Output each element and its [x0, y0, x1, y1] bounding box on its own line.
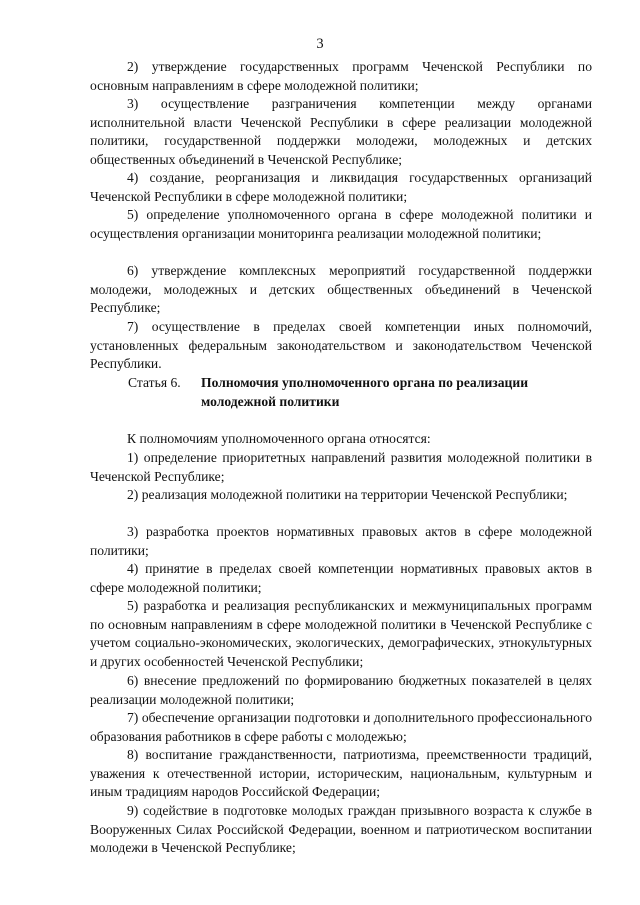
list-item: 6) внесение предложений по формированию бюджетных показателей в целях реализации молодежной политики; [90, 673, 592, 707]
list-item: 4) создание, реорганизация и ликвидация государственных организаций Чеченской Республики в сфере молодежной политики; [90, 170, 592, 204]
article-heading [128, 374, 592, 411]
list-item: 5) разработка и реализация республиканских и межмуниципальных программ по основным направлениям в сфере молодежной политики в Чеченской Республике с учетом социально-экономических, экологических, демографических, этнокультурных и других особенностей Чеченской Республики; [90, 598, 592, 669]
list-item: 2) утверждение государственных программ Чеченской Республики по основным направлениям в сфере молодежной политики; [90, 59, 592, 93]
list-item: 6) утверждение комплексных мероприятий государственной поддержки молодежи, молодежных и детских общественных объединений в Чеченской Республике; [90, 263, 592, 316]
list-item: 2) реализация молодежной политики на территории Чеченской Республики; [127, 487, 568, 502]
list-item: 1) определение приоритетных направлений развития молодежной политики в Чеченской Республике; [90, 450, 592, 484]
list-item: 7) обеспечение организации подготовки и дополнительного профессионального образования работников в сфере работы с молодежью; [90, 710, 592, 744]
page-number: 3 [316, 36, 324, 52]
article-title-continued: молодежной политики [201, 393, 340, 409]
article-title: Полномочия уполномоченного органа по реализации [201, 375, 529, 390]
intro-text: К полномочиям уполномоченного органа относятся: [127, 431, 431, 446]
list-item: 7) осуществление в пределах своей компетенции иных полномочий, установленных федеральным законодательством и законодательством Чеченской Республики. [90, 319, 592, 372]
list-item: 8) воспитание гражданственности, патриотизма, преемственности традиций, уважения к отечественной истории, историческим, национальным, культурным и иным традициям народов Российской Федерации; [90, 747, 592, 800]
list-item: 3) осуществление разграничения компетенции между органами исполнительной власти Чеченской Республики в сфере реализации молодежной политики, государственной поддержки молодежи, молодежных и детских общественных объединений в Чеченской Республике; [90, 96, 592, 167]
list-item: 4) принятие в пределах своей компетенции нормативных правовых актов в сфере молодежной политики; [90, 561, 592, 595]
list-item: 9) содействие в подготовке молодых граждан призывного возраста к службе в Вооруженных Силах Российской Федерации, военном и патриотическом воспитании молодежи в Чеченской Республике; [90, 803, 592, 856]
article-number: Статья 6. [128, 375, 181, 390]
list-item: 5) определение уполномоченного органа в сфере молодежной политики и осуществления организации мониторинга реализации молодежной политики; [90, 207, 592, 241]
list-item: 3) разработка проектов нормативных правовых актов в сфере молодежной политики; [90, 524, 592, 558]
